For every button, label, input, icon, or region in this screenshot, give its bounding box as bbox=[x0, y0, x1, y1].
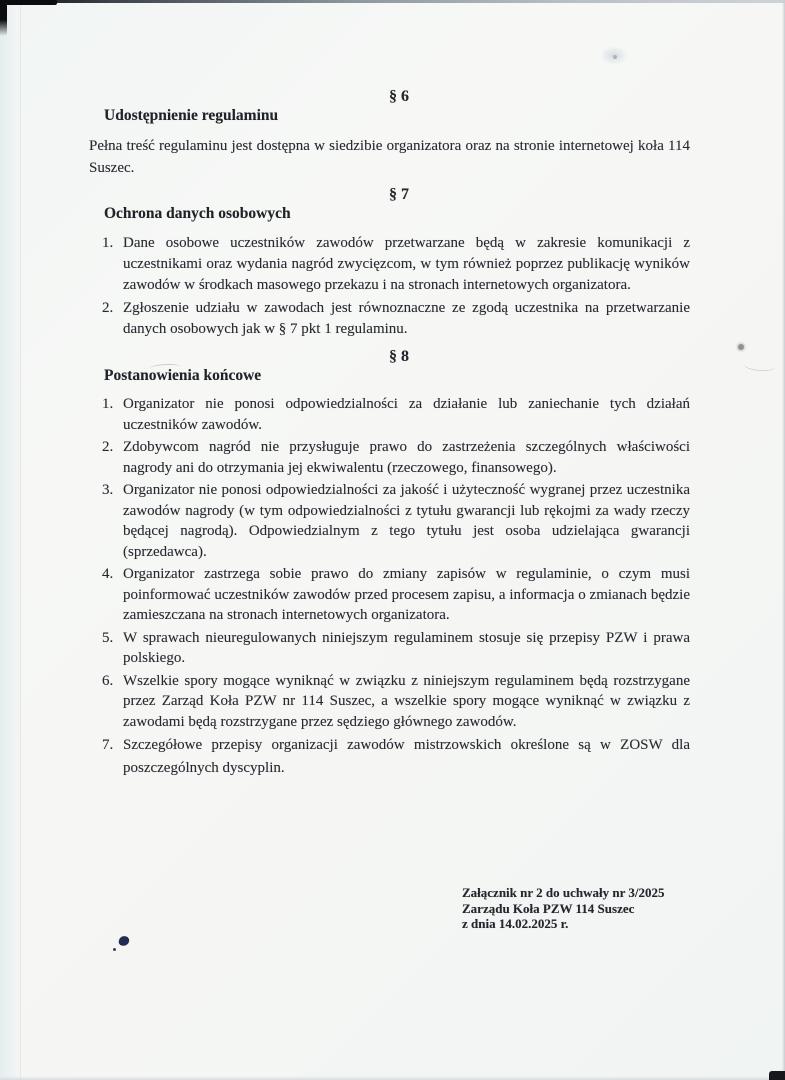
item-number: 7. bbox=[102, 737, 114, 753]
item-text: Zdobywcom nagród nie przysługuje prawo do zastrzeżenia szczególnych właściwości nagrody ani do otrzymania jej ekwiwalentu (rzeczowego, finansowego). bbox=[123, 439, 690, 476]
list-item bbox=[102, 734, 785, 780]
item-number: 2. bbox=[102, 300, 114, 316]
attachment-note-line: z dnia 14.02.2025 r. bbox=[462, 916, 569, 931]
section-8-marker: § 8 bbox=[389, 348, 409, 365]
list-item bbox=[102, 298, 785, 340]
list-item bbox=[102, 394, 785, 435]
attachment-note-line: Zarządu Koła PZW 114 Suszec bbox=[462, 900, 635, 916]
item-number: 1. bbox=[102, 396, 114, 412]
item-text: Organizator zastrzega sobie prawo do zmiany zapisów w regulaminie, o czym musi poinformować uczestników zawodów przed procesem zapisu, a informacja o zmianach będzie zamieszczana na stronach internetowych organizatora. bbox=[123, 566, 690, 623]
list-item bbox=[102, 233, 785, 296]
item-number: 1. bbox=[102, 235, 114, 251]
item-text: Organizator nie ponosi odpowiedzialności za jakość i użyteczność wygranej przez uczestnika zawodów nagrody (w tym odpowiedzialności z tytułu gwarancji lub rękojmi za wady rzeczy będącej nagrodą). Odpowiedzialnym z tego tytułu jest osoba udzielająca gwarancji (sprzedawca). bbox=[123, 482, 690, 560]
ink-speck bbox=[113, 948, 116, 951]
section-7-heading: Ochrona danych osobowych bbox=[104, 205, 291, 222]
item-text: Zgłoszenie udziału w zawodach jest równoznaczne ze zgodą uczestnika na przetwarzanie danych osobowych jak w § 7 pkt 1 regulaminu. bbox=[123, 300, 690, 337]
list-item bbox=[102, 564, 785, 626]
section-8-heading: Postanowienia końcowe bbox=[104, 367, 262, 384]
section-7-list bbox=[0, 233, 785, 340]
section-6-marker: § 6 bbox=[389, 88, 409, 105]
item-number: 4. bbox=[102, 566, 114, 582]
section-6-heading: Udostępnienie regulaminu bbox=[104, 107, 279, 124]
list-item bbox=[102, 628, 785, 669]
item-text: W sprawach nieuregulowanych niniejszym regulaminem stosuje się przepisy PZW i prawa polskiego. bbox=[123, 629, 690, 666]
scan-corner-bottom-right bbox=[769, 1071, 785, 1080]
attachment-note-line: Załącznik nr 2 do uchwały nr 3/2025 bbox=[462, 885, 665, 900]
item-text: Wszelkie spory mogące wyniknąć w związku z niniejszym regulaminem będą rozstrzygane przez Zarząd Koła PZW nr 114 Suszec, a wszelkie spory mogące wyniknąć w związku z zawodami będą rozstrzygane przez sędziego głównego zawodów. bbox=[123, 672, 690, 730]
list-item bbox=[102, 480, 785, 562]
item-text: Szczegółowe przepisy organizacji zawodów mistrzowskich określone są w ZOSW dla poszczególnych dyscyplin. bbox=[123, 737, 690, 776]
item-text: Organizator nie ponosi odpowiedzialności za działanie lub zaniechanie tych działań uczestników zawodów. bbox=[123, 396, 690, 433]
item-number: 6. bbox=[102, 672, 114, 689]
attachment-note bbox=[462, 885, 785, 932]
list-item bbox=[102, 437, 785, 478]
item-number: 3. bbox=[102, 482, 114, 498]
item-number: 2. bbox=[102, 439, 114, 455]
list-item bbox=[102, 671, 785, 733]
scan-edge-bottom bbox=[0, 1076, 785, 1080]
ink-blot bbox=[118, 935, 130, 947]
item-number: 5. bbox=[102, 629, 114, 646]
section-6-paragraph: Pełna treść regulaminu jest dostępna w siedzibie organizatora oraz na stronie internetowej koła 114 Suszec. bbox=[89, 138, 690, 176]
section-7-marker: § 7 bbox=[389, 186, 409, 203]
section-8-list bbox=[0, 394, 785, 780]
item-text: Dane osobowe uczestników zawodów przetwarzane będą w zakresie komunikacji z uczestnikami oraz wydania nagród zwycięzcom, w tym również poprzez publikację wyników zawodów w środkach masowego przekazu i na stronach internetowych organizatora. bbox=[123, 235, 690, 293]
